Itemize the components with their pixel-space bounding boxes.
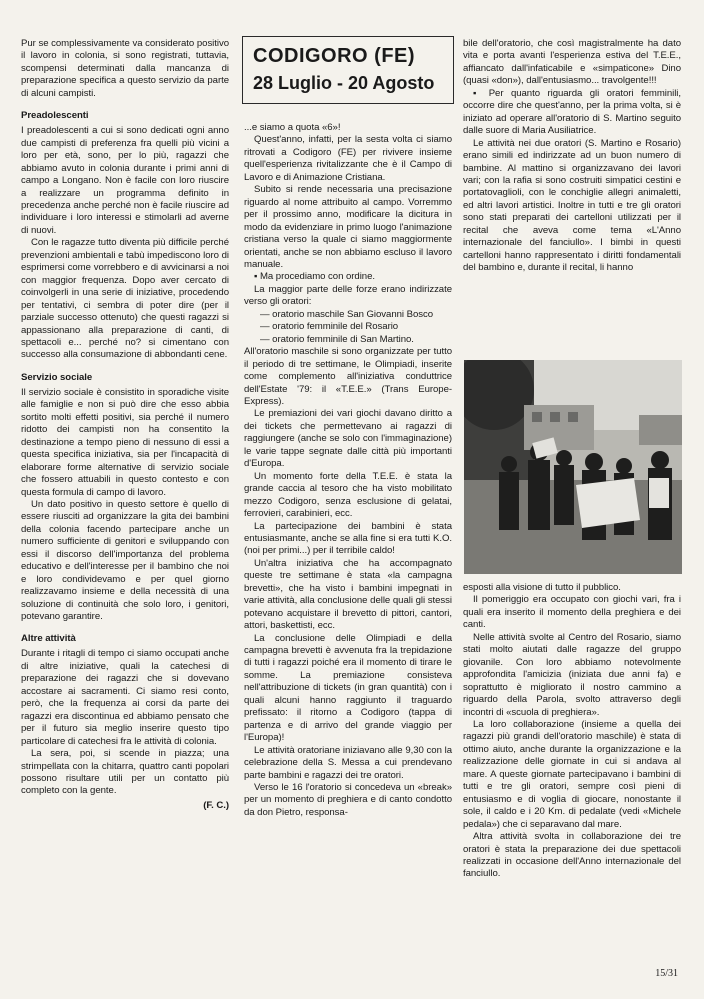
paragraph: Durante i ritagli di tempo ci siamo occupati anche di altre iniziative, quali la catechesi di preparazione dei ragazzi che si dovevano accostare ai sacramenti. Ci siamo resi conto, però, che la frequenza ai corsi da parte dei ragazzi era discontinua ed abbiamo pensato che per il futuro sia meglio inserire questo tipo particolare di catechesi fra le attività di colonia. <box>21 648 229 747</box>
article-dates: 28 Luglio - 20 Agosto <box>253 73 435 93</box>
paragraph: ▪ Ma procediamo con ordine. <box>254 271 375 283</box>
paragraph: I preadolescenti a cui si sono dedicati ogni anno due campisti di preferenza fra quelli più vicini a loro per età, sono, per lo più, ragazzi che abbiamo avuto in colonia durante i primi anni di campo a Longano. Non è facile con loro riuscire a realizzare un programma definito in precedenza anche perché non è facile riuscire ad individuare i loro interessi e stimolarli ad averne di nuovi. <box>21 125 229 236</box>
column-left <box>21 38 229 812</box>
paragraph: Nelle attività svolte al Centro del Rosario, siamo stati molto aiutati dalle ragazze del gruppo giovanile. Con loro abbiamo notevolmente approfondita l'amicizia (iniziata due anni fa) e soprattutto è migliorato il nostro cammino a riguardo della Parola, svolto attraverso degli incontri di «scuola di preghiera». <box>463 631 681 718</box>
paragraph: La sera, poi, si scende in piazza; una strimpellata con la chitarra, quattro canti popolari possono risultare utili per un contatto più completo con la gente. <box>21 748 229 797</box>
section-heading-preadolescenti: Preadolescenti <box>21 110 89 122</box>
paragraph: Con le ragazze tutto diventa più difficile perché prevenzioni ambientali e tabù impediscono loro di esprimersi come vorrebbero e di avvicinarsi a noi con maggior frequenza. Dopo aver cercato di coinvolgerli in una serie di iniziative, procedendo per tentativi, ci sembra di poter dire (per il parziale successo ottenuto) che questi ragazzi si appassionano alla preparazione di canti, di spettacoli e... perché no? si cimentano con successo alla consumazione di abbondanti cene. <box>21 237 229 361</box>
paragraph: Subito si rende necessaria una precisazione riguardo al nome attribuito al campo. Vorremmo per il prossimo anno, modificare la dicitura in modo da evidenziare in primo luogo l'animazione cristiana verso la quale ci siamo maggiormente orientati, anche se non abbiamo escluso il lavoro manuale. <box>244 184 452 270</box>
paragraph: La conclusione delle Olimpiadi e della campagna brevetti è avvenuta fra la trepidazione di tutti i ragazzi poiché era il momento di tirare le somme. La premiazione consisteva nell'attribuzione di tickets (in gran quantità) con i quali alcuni hanno raggiunto il traguardo prefissato: il ritorno a Codigoro (tappa di partenza e di arrivo del grande viaggio per l'Europa)! <box>244 632 452 744</box>
paragraph: Le premiazioni dei vari giochi davano diritto a dei tickets che permettevano ai ragazzi di raggiungere (anche se solo con l'immaginazione) le varie tappe segnate dalle città più importanti d'Europa. <box>244 408 452 470</box>
article-title: CODIGORO (FE) <box>253 45 416 67</box>
paragraph: Un'altra iniziativa che ha accompagnato queste tre settimane è stata «la campagna brevetti», che ha visto i bambini impegnati in varie attività, alla conclusione delle quali gli stessi potevano acquistare il brevetto di pittori, cantori, attori, baskettisti, ecc. <box>244 557 452 632</box>
paragraph: esposti alla visione di tutto il pubblico. <box>463 582 621 593</box>
paragraph: La loro collaborazione (insieme a quella dei ragazzi più grandi dell'oratorio maschile) è stata di ottimo aiuto, anche durante la organizzazione e la realizzazione delle giornate in cui si andava al mare. A queste giornate partecipavano i bambini di tutti e tre gli oratori, sempre così pieni di entusiasmo e di voglia di giocare, nonostante il sole, il caldo e i 20 Km. di pedalate (vedi «Michele pedala») che ci separavano dal mare. <box>463 718 681 830</box>
column-right-continued <box>463 582 681 881</box>
list-item: — oratorio femminile del Rosario <box>260 321 399 333</box>
paragraph: ▪ Per quanto riguarda gli oratori femminili, occorre dire che quest'anno, per la prima volta, si è iniziato ad operare all'oratorio di S. Martino seguito dalle suore di Maria Ausiliatrice. <box>463 87 681 137</box>
paragraph: Altra attività svolta in collaborazione dei tre oratori è stata la preparazione dei due spettacoli realizzati in occasione dell'Anno internazionale del fanciullo. <box>463 831 681 880</box>
list-item: — oratorio femminile di San Martino. <box>260 333 414 345</box>
paragraph: Quest'anno, infatti, per la sesta volta ci siamo ritrovati a Codigoro (FE) per rivivere insieme quell'esperienza rivitalizzante che è il Campo di Lavoro e di Animazione Cristiana. <box>244 134 452 183</box>
paragraph: Le attività oratoriane iniziavano alle 9,30 con la celebrazione della S. Messa a cui prendevano parte bambini e ragazzi dei tre oratori. <box>244 744 452 781</box>
page-number: 15/31 <box>655 968 678 979</box>
group-photo <box>464 360 682 574</box>
list-item: — oratorio maschile San Giovanni Bosco <box>260 308 434 320</box>
author-signature: (F. C.) <box>203 799 229 811</box>
section-heading-altre-attivita: Altre attività <box>21 633 76 645</box>
paragraph: Un momento forte della T.E.E. è stata la grande caccia al tesoro che ha visto mobilitato mezzo Codigoro, senza esclusione di gelatai, ferrovieri, carabinieri, ecc. <box>244 470 452 520</box>
paragraph: Un dato positivo in questo settore è quello di essere riusciti ad organizzare la gita dei bambini della colonia facendo partecipare anche un numero sufficiente di genitori e sviluppando con essi il discorso dell'importanza del problema educativo e dell'interesse per il bambino che noi e loro condividevamo e per quel giorno realizzavamo insieme e della necessità di una soluzione di continuità che solo loro, i genitori, potevano garantire. <box>21 498 229 623</box>
paragraph: Il servizio sociale è consistito in sporadiche visite alle famiglie e non si può dire che esso abbia sortito molti effetti positivi, sia perché il numero ridotto dei campisti non ha consentito la destinazione a tempo pieno di nessuno di essi a questa specifica iniziativa, sia per l'incapacità di elaborare forme alternative di servizio sociale che fossero attuabili in questo contesto e con questa formula di campo di lavoro. <box>21 386 229 498</box>
paragraph: La maggior parte delle forze erano indirizzate verso gli oratori: <box>244 283 452 308</box>
column-middle <box>244 122 452 819</box>
paragraph: Il pomeriggio era occupato con giochi vari, fra i quali era inserito il momento della preghiera e dei canti. <box>463 594 681 631</box>
oratori-list <box>244 309 452 346</box>
column-right <box>463 38 681 275</box>
article-title-box <box>242 36 454 104</box>
paragraph: La partecipazione dei bambini è stata entusiasmante, anche se alla fine si era tutti K.O. (noi per primi...) per il terribile caldo! <box>244 520 452 557</box>
paragraph: ...e siamo a quota «6»! <box>244 122 341 133</box>
paragraph: Verso le 16 l'oratorio si concedeva un «break» per un momento di preghiera e di canto condotto da don Pietro, responsa- <box>244 782 452 818</box>
paragraph: bile dell'oratorio, che così magistralmente ha dato vita e porta avanti l'esperienza estiva del T.E.E., affiancato dall'infaticabile e «simpaticone» Dino (quasi «don»), dall'entusiasmo... travolgente!!! <box>463 38 681 87</box>
paragraph: Pur se complessivamente va considerato positivo il lavoro in colonia, si sono registrati, tuttavia, scompensi determinati dalla mancanza di preparazione specifica a questo servizio da parte di alcuni campisti. <box>21 38 229 99</box>
paragraph: All'oratorio maschile si sono organizzate per tutto il periodo di tre settimane, le Olimpiadi, inserite come complemento all'iniziativa conduttrice dell'Estate '79: il «T.E.E.» (Trans Europe-Express). <box>244 346 452 407</box>
photo-illustration <box>464 360 682 574</box>
paragraph: Le attività nei due oratori (S. Martino e Rosario) erano simili ed indirizzate ad un buon numero di bambine. Al mattino si organizzavano dei lavori vari; con la rafia si sono costruiti simpatici cestini e portatovaglioli, con le conchiglie allegri animaletti, ed altri lavori artistici. Inoltre in tutti e tre gli oratori sono stati preparati dei cartelloni utilizzati per il recital che aveva come tema «L'Anno internazionale del fanciullo». I bimbi in questi cartelloni hanno rappresentato i diritti fondamentali del bambino e, durante il recital, li hanno <box>463 137 681 274</box>
section-heading-servizio-sociale: Servizio sociale <box>21 371 93 383</box>
